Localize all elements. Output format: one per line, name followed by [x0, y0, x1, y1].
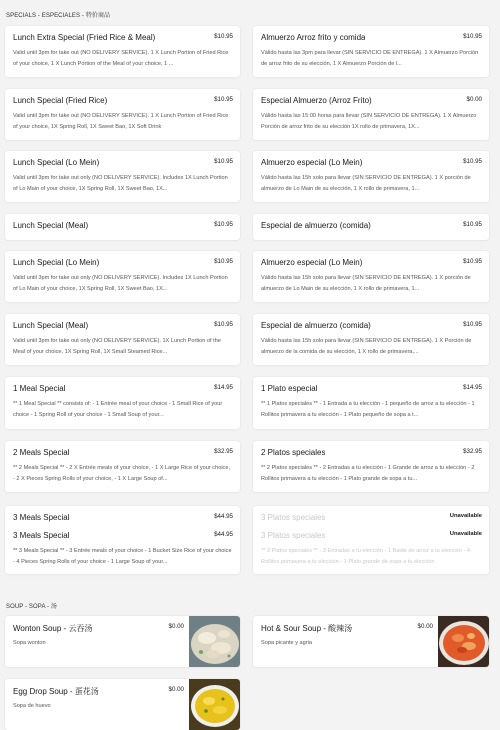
menu-item-card[interactable]: [5, 251, 240, 302]
item-price: $0.00: [168, 686, 184, 693]
menu-item-card[interactable]: [253, 616, 489, 667]
item-name: Hot & Sour Soup - 酸辣汤: [261, 624, 353, 633]
egg-drop-soup-photo: [189, 679, 240, 730]
item-name: Lunch Special (Fried Rice): [13, 96, 108, 105]
item-price: $10.95: [463, 221, 482, 228]
menu-item-card[interactable]: [253, 26, 489, 77]
item-description: ** 1 Meal Special ** consists of: - 1 Entrée meal of your choice - 1 Small Rice of your choice - 1 Spring Roll of your choice - 1 Small Soup of your...: [13, 401, 223, 418]
item-description: ** 2 Platos speciales ** - 2 Entradas a tu elección - 1 Grande de arroz a tu elección - 2 Rollitos primavera a tu elección - 1 Plato grande de sopa a tu...: [261, 465, 475, 482]
wonton-soup-photo: [189, 616, 240, 667]
item-price: $10.95: [214, 33, 233, 40]
item-description: ** 3 Meals Special ** - 3 Entrée meals of your choice - 1 Bucket Size Rice of your choice - 4 Pieces Spring Rolls of your choice - 1 Large Soup of your...: [13, 548, 232, 565]
item-status: Unavailable: [449, 513, 482, 519]
item-name: Wonton Soup - 云吞汤: [13, 624, 93, 633]
item-price: $0.00: [417, 623, 433, 630]
menu-item-card[interactable]: [5, 506, 240, 574]
item-description: Válido hasta las 15h solo para llevar (SIN SERVICIO DE ENTREGA). 1 X Porción de almuerzo de la comida de su elección, 1 X rollo de primavera,...: [261, 338, 472, 355]
item-price: $10.95: [214, 158, 233, 165]
item-name: 1 Plato especial: [261, 384, 318, 393]
item-price: $10.95: [214, 258, 233, 265]
section-title-specials: SPECIALS - ESPECIALES - 特价商品: [6, 13, 111, 19]
item-price: $32.95: [214, 448, 233, 455]
item-description: Sopa wonton: [13, 640, 46, 646]
menu-item-card[interactable]: [5, 679, 240, 730]
menu-item-card[interactable]: [253, 314, 489, 365]
section-title-soup: SOUP - SOPA - 汤: [6, 604, 57, 610]
menu-item-card[interactable]: [5, 151, 240, 202]
item-name: 2 Meals Special: [13, 448, 70, 457]
menu-item-card[interactable]: [5, 314, 240, 365]
item-price: $14.95: [214, 384, 233, 391]
item-description: Válido hasta las 15h solo para llevar (SIN SERVICIO DE ENTREGA). 1 X porción de almuerzo de Lo Main de su elección, 1 X rollo de primavera, 1...: [261, 275, 471, 292]
item-price: $10.95: [463, 33, 482, 40]
item-name: 1 Meal Special: [13, 384, 66, 393]
item-status-secondary: Unavailable: [449, 531, 482, 537]
item-price: $10.95: [463, 258, 482, 265]
item-name: Almuerzo Arroz frito y comida: [261, 33, 366, 42]
item-description: Sopa de huevo: [13, 703, 51, 709]
menu-item-card[interactable]: [253, 441, 489, 492]
item-description: Valid until 3pm for take out (NO DELIVERY SERVICE). 1 X Lunch Portion of Fried Rice of your choice, 1 X Lunch Portion of the Meal of your choice, 1 ...: [13, 50, 229, 67]
item-description: ** 3 Platos speciales ** - 3 Entradas a tu elección - 1 Balde de arroz a tu elección - 4 Rollitos primavera a tu elección - 1 Plato grande de sopa a tu elección: [261, 548, 470, 565]
item-name: Almuerzo especial (Lo Mein): [261, 158, 363, 167]
item-price: $32.95: [463, 448, 482, 455]
item-description: Valid until 3pm for take out only (NO DELIVERY SERVICE). Includes 1X Lunch Portion of Lo Main of your choice, 1X Spring Roll, 1X Sweet Bao, 1X...: [13, 175, 228, 192]
item-price-secondary: $44.95: [214, 531, 233, 538]
menu-item-card[interactable]: [253, 151, 489, 202]
menu-item-card-unavailable: [253, 506, 489, 574]
item-name-secondary: 3 Meals Special: [13, 531, 70, 540]
item-description: Valid until 3pm for take out (NO DELIVERY SERVICE). 1 X Lunch Portion of Fried Rice of your choice, 1X Spring Roll, 1X Sweet Bao, 1X Soft Drink: [13, 113, 229, 130]
item-description: Sopa picante y agria: [261, 640, 312, 646]
menu-item-card[interactable]: [253, 251, 489, 302]
item-name-secondary: 3 Platos speciales: [261, 531, 326, 540]
item-name: Lunch Special (Meal): [13, 321, 89, 330]
menu-item-card[interactable]: [5, 26, 240, 77]
item-name: 3 Platos speciales: [261, 513, 326, 522]
item-name: Almuerzo especial (Lo Mein): [261, 258, 363, 267]
menu-item-card[interactable]: [5, 377, 240, 429]
menu-item-card[interactable]: [253, 377, 489, 429]
item-price: $0.00: [466, 96, 482, 103]
item-name: Especial Almuerzo (Arroz Frito): [261, 96, 372, 105]
item-price: $10.95: [214, 321, 233, 328]
item-description: ** 1 Platos speciales ** - 1 Entrada a tu elección - 1 pequeño de arroz a tu elección - 1 Rollitos primavera a tu elección - 1 Plato pequeño de sopa a t...: [261, 401, 475, 418]
item-description: Válido hasta las 15:00 horas para llevar (SIN SERVICIO DE ENTREGA). 1 X Almuerzo Porción de arroz frito de su elección 1X rollo de primavera, 1X...: [261, 113, 477, 130]
menu-item-card[interactable]: [5, 214, 240, 240]
menu-item-card[interactable]: [5, 616, 240, 667]
item-name: 3 Meals Special: [13, 513, 70, 522]
item-price: $10.95: [463, 321, 482, 328]
item-description: Válido hasta las 3pm para llevar (SIN SERVICIO DE ENTREGA). 1 X Almuerzo Porción de arroz frito de su elección, 1 X Almuerzo Porción de l...: [261, 50, 479, 67]
item-name: 2 Platos speciales: [261, 448, 326, 457]
menu-item-card[interactable]: [5, 89, 240, 140]
item-price: $10.95: [214, 96, 233, 103]
item-price: $14.95: [463, 384, 482, 391]
item-description: ** 2 Meals Special ** - 2 X Entrée meals of your choice, - 1 X Large Rice of your choice, - 2 X Pieces Spring Rolls of your choice, - 1 X Large Soup of...: [13, 465, 231, 482]
menu-item-card[interactable]: [253, 214, 489, 240]
item-price: $0.00: [168, 623, 184, 630]
item-price: $10.95: [463, 158, 482, 165]
item-name: Lunch Extra Special (Fried Rice & Meal): [13, 33, 156, 42]
item-price: $44.95: [214, 513, 233, 520]
menu-item-card[interactable]: [5, 441, 240, 492]
item-description: Válido hasta las 15h solo para llevar (SIN SERVICIO DE ENTREGA). 1 X porción de almuerzo de Lo Main de su elección, 1 X rollo de primavera, 1...: [261, 175, 471, 192]
item-name: Lunch Special (Meal): [13, 221, 89, 230]
item-price: $10.95: [214, 221, 233, 228]
item-description: Valid until 3pm for take out only (NO DELIVERY SERVICE). 1X Lunch Portion of the Meal of your choice, 1X Spring Roll, 1X Small Steamed Rice...: [13, 338, 221, 355]
item-name: Especial de almuerzo (comida): [261, 221, 371, 230]
item-description: Valid until 3pm for take out only (NO DELIVERY SERVICE). Includes 1X Lunch Portion of Lo Main of your choice, 1X Spring Roll, 1X Sweet Bao, 1X...: [13, 275, 228, 292]
hot-sour-soup-photo: [438, 616, 489, 667]
item-name: Especial de almuerzo (comida): [261, 321, 371, 330]
item-name: Lunch Special (Lo Mein): [13, 158, 100, 167]
menu-item-card[interactable]: [253, 89, 489, 140]
item-name: Lunch Special (Lo Mein): [13, 258, 100, 267]
item-name: Egg Drop Soup - 蛋花汤: [13, 687, 99, 696]
